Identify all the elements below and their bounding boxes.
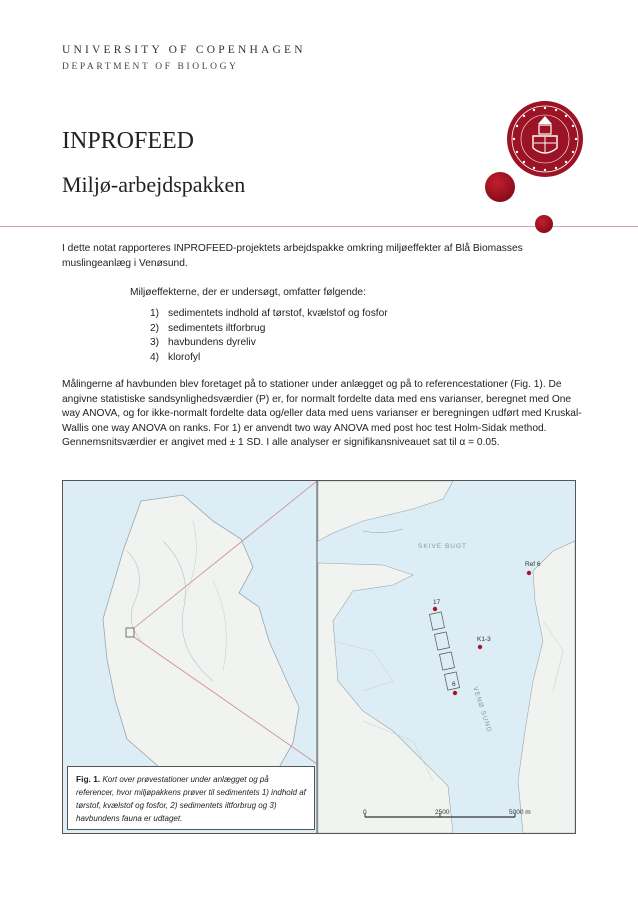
list-item: 4) klorofyl <box>150 351 201 363</box>
decorative-dot-large <box>485 172 515 202</box>
department-name: DEPARTMENT OF BIOLOGY <box>62 62 239 72</box>
water-label-venoe-sund: VENØ SUND <box>471 686 493 734</box>
station-6-point <box>453 691 457 695</box>
intro-paragraph: I dette notat rapporteres INPROFEED-projektets arbejdspakke omkring miljøeffekter af Blå Biomasses muslingeanlæg i Venøsund. <box>62 243 523 269</box>
figure-caption <box>67 766 315 830</box>
caption-text: Kort over prøvestationer under anlægget og på referencer, hvor miljøpakkens prøver til sedimentets 1) indhold af tørstof, kvælstof og fosfor, 2) sedimentets iltforbrug og 3) havbundens fauna er udtaget. <box>76 775 306 823</box>
station-ref6-point <box>527 571 531 575</box>
decorative-dot-small <box>535 215 553 233</box>
water-label-skive-bugt: SKIVE BUGT <box>418 543 468 550</box>
station-label-k1-3: K1-3 <box>477 636 491 643</box>
station-17-point <box>433 607 437 611</box>
scale-label-5000: 5000 m <box>509 809 531 816</box>
list-item: 2) sedimentets iltforbrug <box>150 322 266 334</box>
document-subtitle: Miljø-arbejdspakken <box>62 172 246 197</box>
document-title: INPROFEED <box>62 128 195 154</box>
scale-label-0: 0 <box>363 809 367 816</box>
scale-label-2500: 2500 <box>435 809 450 816</box>
effects-intro: Miljøeffekterne, der er undersøgt, omfatter følgende: <box>130 287 366 298</box>
list-item: 3) havbundens dyreliv <box>150 337 256 349</box>
list-item: 1) sedimentets indhold af tørstof, kvælstof og fosfor <box>150 308 388 319</box>
station-k1-3-point <box>478 645 482 649</box>
university-seal-logo <box>506 100 584 178</box>
station-label-6: 6 <box>452 681 456 688</box>
station-label-17: 17 <box>433 599 441 606</box>
effects-list <box>150 307 388 365</box>
university-name: UNIVERSITY OF COPENHAGEN <box>62 44 306 56</box>
figure-map <box>62 480 576 834</box>
caption-label: Fig. 1. <box>76 774 101 784</box>
station-label-ref6: Ref 6 <box>525 561 541 568</box>
methods-paragraph: Målingerne af havbunden blev foretaget på to stationer under anlægget og på to referencestationer (Fig. 1). De angivne statistiske sandsynlighedsværdier (P) er, for normalt fordelte data med ens varianser, beregnet med One way ANOVA, og for ikke-normalt fordelte data og/eller data med uens varianser er beregningen udført med Kruskal-Wallis one way ANOVA on ranks. For 1) er anvendt two way ANOVA med post hoc test Holm-Sidak method. Gennemsnitsværdier er angivet med ± 1 SD. I alle analyser er signifikansniveauet sat til α = 0.05. <box>62 379 582 449</box>
